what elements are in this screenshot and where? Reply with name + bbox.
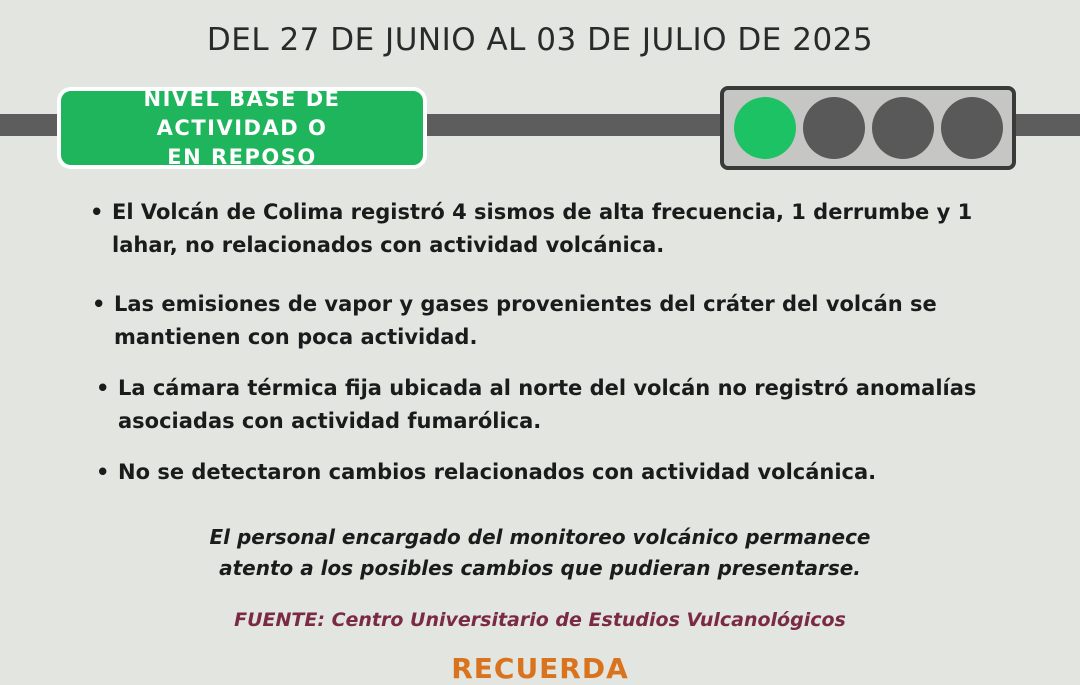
reminder-heading: RECUERDA xyxy=(451,652,629,685)
activity-level-line2: EN REPOSO xyxy=(167,144,317,169)
bullet-icon: • xyxy=(90,200,104,224)
bullet-text: El Volcán de Colima registró 4 sismos de alta frecuencia, 1 derrumbe y 1 lahar, no relacionados con actividad volcánica. xyxy=(112,200,973,257)
list-item xyxy=(92,288,984,354)
monitoring-note-line2: atento a los posibles cambios que pudieran presentarse. xyxy=(219,556,861,580)
bullet-icon: • xyxy=(92,292,106,316)
monitoring-note xyxy=(0,522,1080,584)
bullet-text: La cámara térmica fija ubicada al norte del volcán no registró anomalías asociadas con actividad fumarólica. xyxy=(118,376,977,433)
traffic-light-off-3 xyxy=(941,97,1003,159)
activity-level-line1: NIVEL BASE DE ACTIVIDAD O xyxy=(143,86,341,140)
traffic-light xyxy=(720,86,1016,170)
bullet-icon: • xyxy=(96,460,110,484)
date-range-title: DEL 27 DE JUNIO AL 03 DE JULIO DE 2025 xyxy=(206,22,874,58)
traffic-light-off-1 xyxy=(803,97,865,159)
activity-level-badge xyxy=(57,87,427,169)
bullet-icon: • xyxy=(96,376,110,400)
bullet-text: Las emisiones de vapor y gases provenientes del cráter del volcán se mantienen con poca actividad. xyxy=(114,292,937,349)
list-item xyxy=(90,196,1012,262)
monitoring-note-line1: El personal encargado del monitoreo volcánico permanece xyxy=(209,525,871,549)
traffic-light-off-2 xyxy=(872,97,934,159)
list-item xyxy=(96,372,978,438)
traffic-light-green xyxy=(734,97,796,159)
list-item xyxy=(96,456,978,489)
bullet-text: No se detectaron cambios relacionados con actividad volcánica. xyxy=(118,460,877,484)
source-credit: FUENTE: Centro Universitario de Estudios Vulcanológicos xyxy=(234,609,846,631)
